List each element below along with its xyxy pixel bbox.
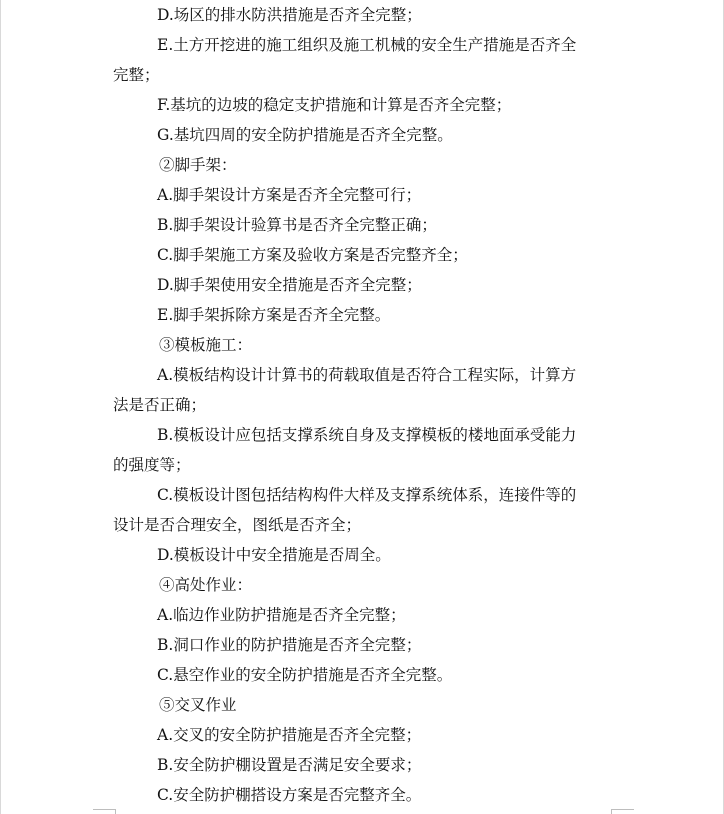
list-item-continuation: 法是否正确； — [113, 396, 207, 414]
list-item: B.安全防护棚设置是否满足安全要求； — [157, 756, 422, 774]
section-heading: ⑤交叉作业 — [159, 696, 237, 714]
list-item: E.脚手架拆除方案是否齐全完整。 — [157, 306, 391, 324]
list-item: A.交叉的安全防护措施是否齐全完整； — [157, 726, 422, 744]
section-heading: ④高处作业： — [159, 576, 253, 594]
list-item: C.悬空作业的安全防护措施是否齐全完整。 — [157, 666, 453, 684]
page-corner-mark-left — [93, 809, 116, 814]
list-item-continuation: 的强度等； — [113, 456, 191, 474]
section-heading: ③模板施工： — [159, 336, 253, 354]
list-item: D.模板设计中安全措施是否周全。 — [157, 546, 391, 564]
list-item: D.脚手架使用安全措施是否齐全完整； — [157, 276, 422, 294]
list-item: A.模板结构设计计算书的荷载取值是否符合工程实际，计算方 — [157, 366, 577, 384]
list-item-continuation: 设计是否合理安全，图纸是否齐全； — [113, 516, 362, 534]
list-item: A.脚手架设计方案是否齐全完整可行； — [157, 186, 422, 204]
list-item: C.脚手架施工方案及验收方案是否完整齐全； — [157, 246, 468, 264]
list-item: B.脚手架设计验算书是否齐全完整正确； — [157, 216, 437, 234]
list-item: G.基坑四周的安全防护措施是否齐全完整。 — [157, 126, 453, 144]
list-item: A.临边作业防护措施是否齐全完整； — [157, 606, 406, 624]
list-item: C.安全防护棚搭设方案是否完整齐全。 — [157, 786, 422, 804]
list-item: F.基坑的边坡的稳定支护措施和计算是否齐全完整； — [157, 96, 512, 114]
list-item: B.洞口作业的防护措施是否齐全完整； — [157, 636, 422, 654]
list-item: D.场区的排水防洪措施是否齐全完整； — [157, 6, 422, 24]
document-body — [113, 0, 613, 810]
list-item-continuation: 完整； — [113, 66, 160, 84]
page-corner-mark-right — [611, 809, 634, 814]
list-item: C.模板设计图包括结构构件大样及支撑系统体系，连接件等的 — [157, 486, 577, 504]
list-item: E.土方开挖进的施工组织及施工机械的安全生产措施是否齐全 — [157, 36, 577, 54]
list-item: B.模板设计应包括支撑系统自身及支撑模板的楼地面承受能力 — [157, 426, 577, 444]
section-heading: ②脚手架： — [159, 156, 237, 174]
